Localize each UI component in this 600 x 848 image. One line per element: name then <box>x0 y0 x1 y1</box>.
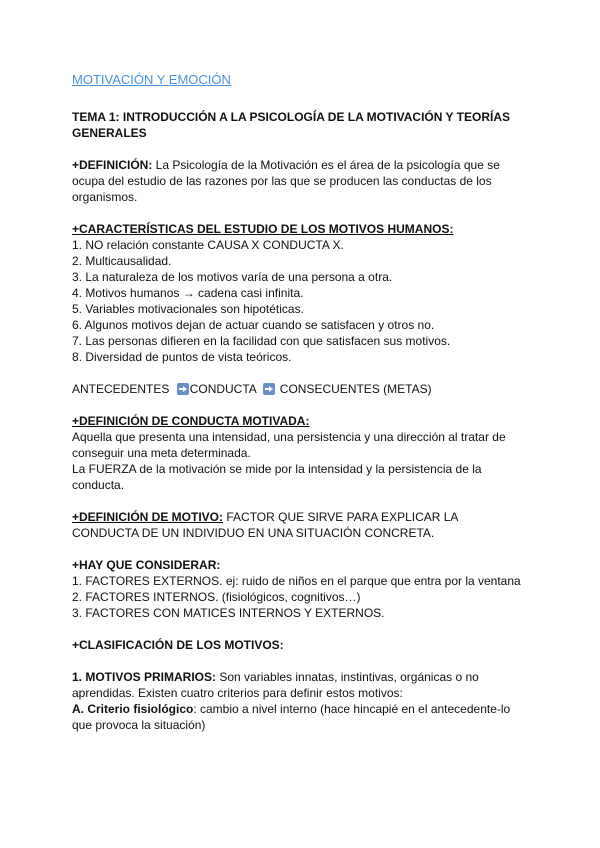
page-title: MOTIVACIÓN Y EMOCIÓN <box>72 72 231 87</box>
primarios-line-2: aprendidas. Existen cuatro criterios para definir estos motivos: <box>72 686 403 700</box>
considerar-item: 1. FACTORES EXTERNOS. ej: ruido de niños en el parque que entra por la ventana <box>72 574 521 588</box>
motivo-text: FACTOR QUE SIRVE PARA EXPLICAR LA <box>223 510 459 524</box>
criterio-line-2: que provoca la situación) <box>72 718 206 732</box>
conducta-motivada-heading: +DEFINICIÓN DE CONDUCTA MOTIVADA: <box>72 414 310 428</box>
clasificacion-heading: +CLASIFICACIÓN DE LOS MOTIVOS: <box>72 638 284 652</box>
antecedentes-text: ANTECEDENTES <box>72 382 173 396</box>
caracteristica-item: 5. Variables motivacionales son hipotéticas. <box>72 302 304 316</box>
definicion-line-2: ocupa del estudio de las razones por las que se producen las conductas de los <box>72 174 492 188</box>
right-arrow-icon <box>177 383 189 395</box>
right-arrow-icon <box>263 383 275 395</box>
conducta-motivada-line: Aquella que presenta una intensidad, una persistencia y una dirección al tratar de <box>72 430 506 444</box>
motivo-line-1 <box>72 510 458 525</box>
primarios-text: Son variables innatas, instintivas, orgánicas o no <box>216 670 479 684</box>
conducta-motivada-line: La FUERZA de la motivación se mide por la intensidad y la persistencia de la <box>72 462 482 476</box>
caracteristica-item: 7. Las personas difieren en la facilidad con que satisfacen sus motivos. <box>72 334 451 348</box>
tema-heading-line-1: TEMA 1: INTRODUCCIÓN A LA PSICOLOGÍA DE LA MOTIVACIÓN Y TEORÍAS <box>72 110 511 124</box>
primarios-line-1 <box>72 670 479 685</box>
tema-heading-line-2: GENERALES <box>72 126 147 140</box>
considerar-heading: +HAY QUE CONSIDERAR: <box>72 558 221 572</box>
considerar-item: 3. FACTORES CON MATICES INTERNOS Y EXTERNOS. <box>72 606 385 620</box>
caracteristicas-heading: +CARACTERÍSTICAS DEL ESTUDIO DE LOS MOTIVOS HUMANOS: <box>72 222 454 236</box>
criterio-line-1 <box>72 702 510 717</box>
primarios-label: 1. MOTIVOS PRIMARIOS: <box>72 670 217 684</box>
secuencia-line <box>72 382 432 397</box>
definicion-line-1 <box>72 158 500 173</box>
caracteristica-item: 3. La naturaleza de los motivos varía de una persona a otra. <box>72 270 393 284</box>
caracteristica-item: 4. Motivos humanos → cadena casi infinita. <box>72 286 304 300</box>
consecuentes-text: CONSECUENTES (METAS) <box>276 382 432 396</box>
caracteristica-item: 1. NO relación constante CAUSA X CONDUCTA X. <box>72 238 344 252</box>
considerar-item: 2. FACTORES INTERNOS. (fisiológicos, cognitivos…) <box>72 590 361 604</box>
conducta-motivada-line: conducta. <box>72 478 125 492</box>
definicion-label: +DEFINICIÓN: <box>72 158 153 172</box>
caracteristica-item: 6. Algunos motivos dejan de actuar cuando se satisfacen y otros no. <box>72 318 435 332</box>
conducta-motivada-line: conseguir una meta determinada. <box>72 446 251 460</box>
caracteristica-item: 2. Multicausalidad. <box>72 254 172 268</box>
motivo-line-2: CONDUCTA DE UN INDIVIDUO EN UNA SITUACIÓN CONCRETA. <box>72 526 435 540</box>
criterio-label: A. Criterio fisiológico <box>72 702 194 716</box>
caracteristica-item: 8. Diversidad de puntos de vista teóricos. <box>72 350 292 364</box>
conducta-text: CONDUCTA <box>189 382 260 396</box>
definicion-text: La Psicología de la Motivación es el área de la psicología que se <box>152 158 500 172</box>
motivo-label: +DEFINICIÓN DE MOTIVO: <box>72 510 224 524</box>
criterio-text: : cambio a nivel interno (hace hincapié en el antecedente-lo <box>193 702 511 716</box>
definicion-line-3: organismos. <box>72 190 138 204</box>
